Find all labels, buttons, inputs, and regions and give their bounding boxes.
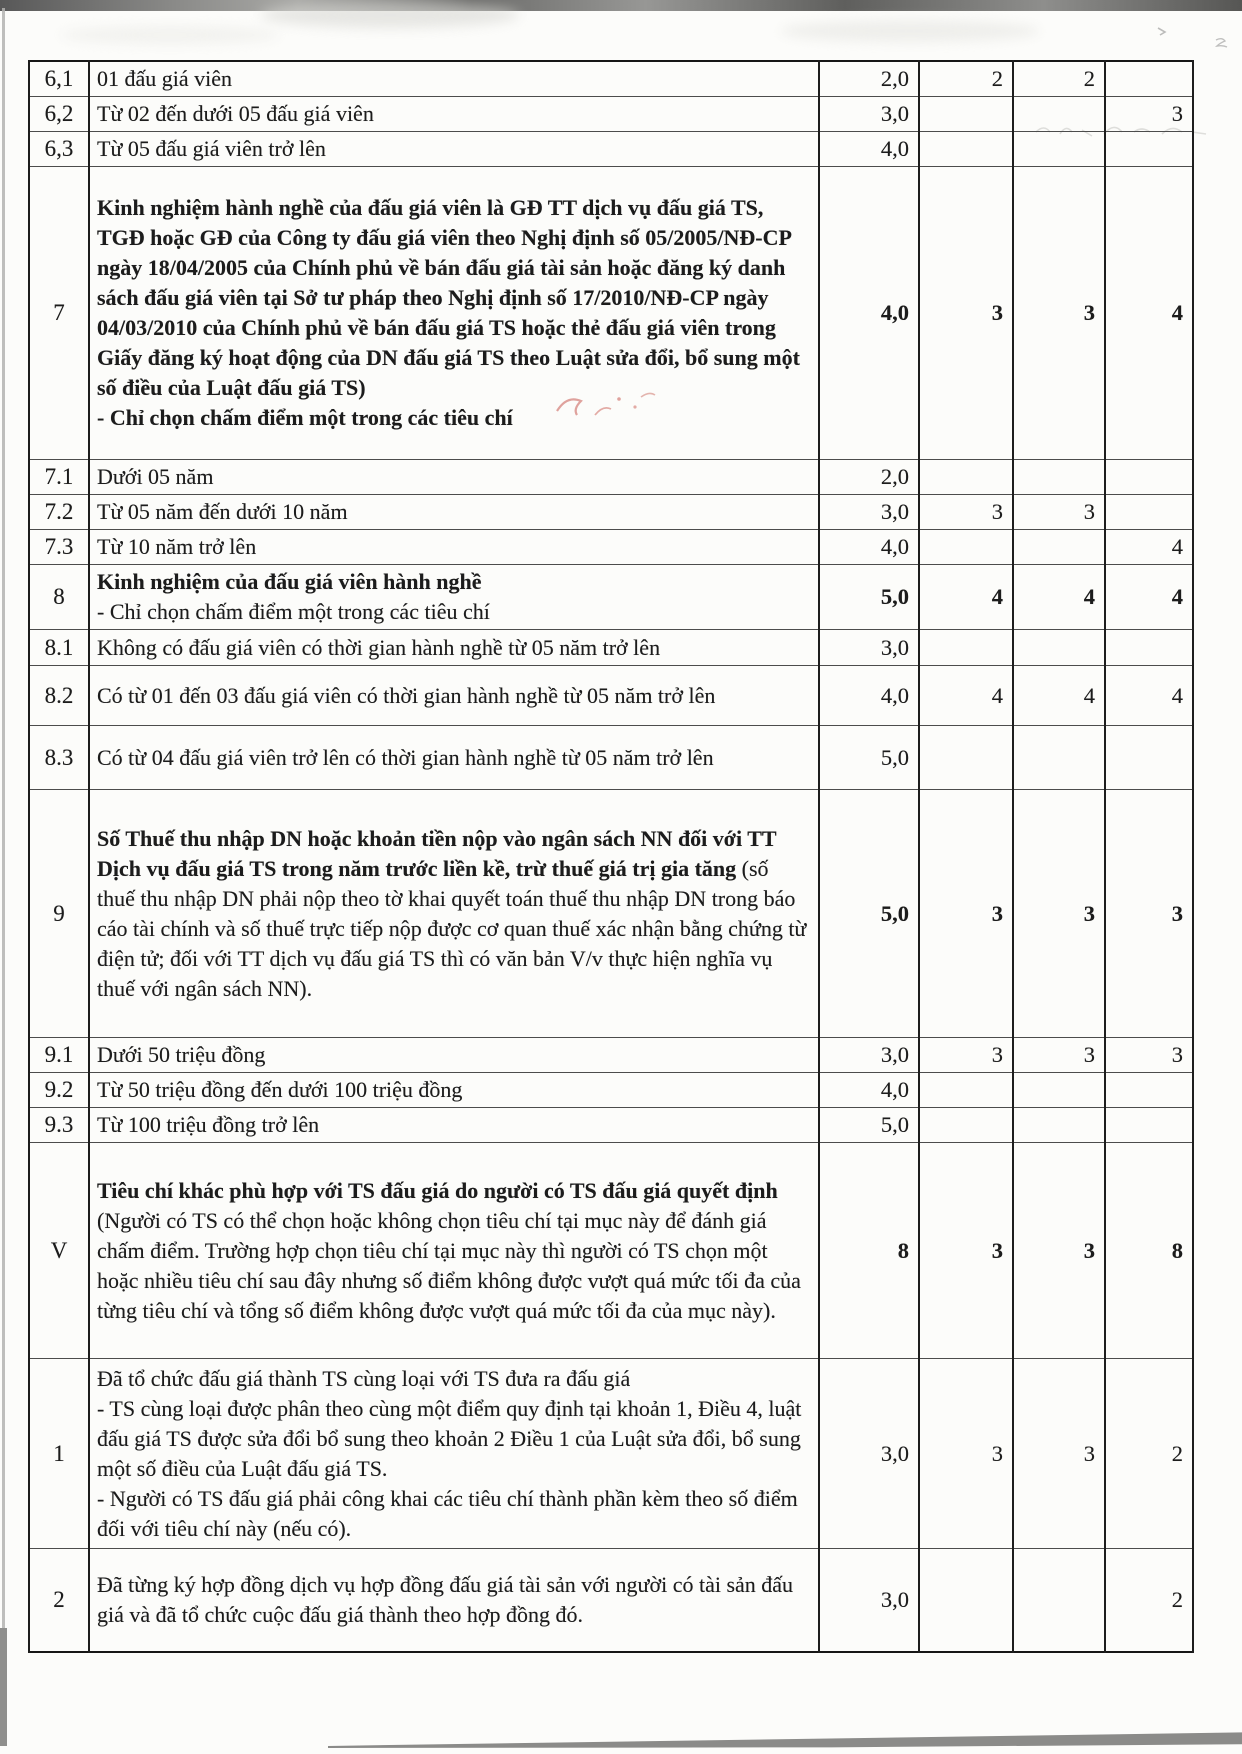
row-number-cell: 9.1 xyxy=(29,1038,89,1073)
criteria-description-cell xyxy=(89,61,819,97)
criteria-description-cell xyxy=(89,565,819,630)
score-col-2-cell: 3 xyxy=(1013,1359,1105,1549)
max-score-cell: 3,0 xyxy=(819,495,919,530)
criteria-description-cell xyxy=(89,1038,819,1073)
max-score-cell: 3,0 xyxy=(819,1038,919,1073)
score-col-2-cell: 3 xyxy=(1013,1143,1105,1359)
criteria-text: Từ 05 đấu giá viên trở lên xyxy=(97,136,326,161)
criteria-description-cell xyxy=(89,790,819,1038)
table-row xyxy=(29,97,1193,132)
score-col-3-cell: 4 xyxy=(1105,666,1193,726)
criteria-text: - Người có TS đấu giá phải công khai các tiêu chí thành phần kèm theo số điểm đối với tiêu chí này (nếu có). xyxy=(97,1485,798,1541)
table-row xyxy=(29,1038,1193,1073)
table-row xyxy=(29,565,1193,630)
criteria-text: Đã từng ký hợp đồng dịch vụ hợp đồng đấu giá tài sản với người có tài sản đấu giá và đã tổ chức cuộc đấu giá thành theo hợp đồng đó. xyxy=(97,1571,794,1627)
row-number-cell: 6,3 xyxy=(29,132,89,167)
criteria-table xyxy=(28,60,1194,1653)
max-score-cell: 5,0 xyxy=(819,790,919,1038)
score-col-3-cell: 3 xyxy=(1105,1038,1193,1073)
score-col-2-cell: 4 xyxy=(1013,666,1105,726)
score-col-3-cell xyxy=(1105,630,1193,666)
row-number-cell: V xyxy=(29,1143,89,1359)
criteria-description-cell xyxy=(89,97,819,132)
row-number-cell: 7.1 xyxy=(29,460,89,495)
scan-smudge xyxy=(60,26,280,44)
criteria-text-bold: Tiêu chí khác phù hợp với TS đấu giá do người có TS đấu giá quyết định xyxy=(97,1177,778,1203)
max-score-cell: 4,0 xyxy=(819,132,919,167)
criteria-description-cell xyxy=(89,666,819,726)
table-row xyxy=(29,132,1193,167)
score-col-1-cell: 4 xyxy=(919,666,1013,726)
score-col-3-cell: 2 xyxy=(1105,1549,1193,1652)
score-col-3-cell xyxy=(1105,726,1193,790)
max-score-cell: 3,0 xyxy=(819,1549,919,1652)
score-col-3-cell: 4 xyxy=(1105,565,1193,630)
table-row xyxy=(29,530,1193,565)
score-col-2-cell xyxy=(1013,630,1105,666)
criteria-text: - Chỉ chọn chấm điểm một trong các tiêu chí xyxy=(97,599,490,624)
score-col-2-cell xyxy=(1013,460,1105,495)
score-col-1-cell xyxy=(919,132,1013,167)
criteria-description-cell xyxy=(89,167,819,460)
score-col-2-cell xyxy=(1013,97,1105,132)
score-col-3-cell xyxy=(1105,1108,1193,1143)
criteria-text-bold: Kinh nghiệm của đấu giá viên hành nghề xyxy=(97,569,482,594)
row-number-cell: 8.2 xyxy=(29,666,89,726)
criteria-text: Từ 02 đến dưới 05 đấu giá viên xyxy=(97,101,374,126)
criteria-text: Từ 05 năm đến dưới 10 năm xyxy=(97,499,348,524)
scanner-bottom-shadow-wedge xyxy=(328,1731,1242,1748)
row-number-cell: 8.1 xyxy=(29,630,89,666)
score-col-2-cell xyxy=(1013,132,1105,167)
criteria-text: Từ 50 triệu đồng đến dưới 100 triệu đồng xyxy=(97,1077,463,1102)
scanner-top-edge-band xyxy=(0,0,1242,11)
max-score-cell: 4,0 xyxy=(819,530,919,565)
score-col-2-cell: 3 xyxy=(1013,790,1105,1038)
max-score-cell: 2,0 xyxy=(819,460,919,495)
score-col-1-cell: 3 xyxy=(919,495,1013,530)
max-score-cell: 8 xyxy=(819,1143,919,1359)
row-number-cell: 9.3 xyxy=(29,1108,89,1143)
row-number-cell: 9.2 xyxy=(29,1073,89,1108)
score-col-3-cell: 4 xyxy=(1105,167,1193,460)
table-row xyxy=(29,790,1193,1038)
criteria-text: Từ 10 năm trở lên xyxy=(97,534,257,559)
score-col-1-cell: 3 xyxy=(919,1143,1013,1359)
criteria-text-bold: Kinh nghiệm hành nghề của đấu giá viên là GĐ TT dịch vụ đấu giá TS, TGĐ hoặc GĐ của Công ty đấu giá viên theo Nghị định số 05/2005/NĐ-CP ngày 18/04/2005 của Chính phủ về bán đấu giá tài sản hoặc đăng ký danh sách đấu giá viên tại Sở tư pháp theo Nghị định số 17/2010/NĐ-CP ngày 04/03/2010 của Chính phủ về bán đấu giá TS hoặc thẻ đấu giá viên trong Giấy đăng ký hoạt động của DN đấu giá TS theo Luật sửa đổi, bổ sung một số điều của Luật đấu giá TS) xyxy=(97,195,800,400)
table-row xyxy=(29,1073,1193,1108)
criteria-description-cell xyxy=(89,1359,819,1549)
score-col-2-cell: 3 xyxy=(1013,167,1105,460)
score-col-3-cell xyxy=(1105,132,1193,167)
table-row xyxy=(29,1359,1193,1549)
table-row xyxy=(29,460,1193,495)
max-score-cell: 3,0 xyxy=(819,1359,919,1549)
score-col-2-cell xyxy=(1013,1108,1105,1143)
row-number-cell: 9 xyxy=(29,790,89,1038)
criteria-description-cell xyxy=(89,630,819,666)
score-col-1-cell xyxy=(919,460,1013,495)
scanner-left-edge-line xyxy=(2,8,5,1630)
criteria-description-cell xyxy=(89,1108,819,1143)
score-col-1-cell: 2 xyxy=(919,61,1013,97)
score-col-2-cell: 2 xyxy=(1013,61,1105,97)
table-row xyxy=(29,167,1193,460)
score-col-3-cell xyxy=(1105,1073,1193,1108)
criteria-description-cell xyxy=(89,1143,819,1359)
criteria-description-cell xyxy=(89,460,819,495)
scanner-left-bottom-bar xyxy=(0,1628,7,1746)
criteria-text: Đã tổ chức đấu giá thành TS cùng loại với TS đưa ra đấu giá xyxy=(97,1365,631,1391)
criteria-text: Từ 100 triệu đồng trở lên xyxy=(97,1112,320,1137)
score-col-1-cell: 3 xyxy=(919,790,1013,1038)
row-number-cell: 6,2 xyxy=(29,97,89,132)
score-col-1-cell xyxy=(919,97,1013,132)
criteria-text: Dưới 05 năm xyxy=(97,464,214,489)
table-row xyxy=(29,1143,1193,1359)
row-number-cell: 7.2 xyxy=(29,495,89,530)
criteria-text: - TS cùng loại được phân theo cùng một điểm quy định tại khoản 1, Điều 4, luật đấu giá TS được sửa đổi bổ sung theo khoản 2 Điều 1 của Luật sửa đổi, bổ sung một số điều của Luật đấu giá TS. xyxy=(97,1395,802,1481)
max-score-cell: 3,0 xyxy=(819,630,919,666)
max-score-cell: 4,0 xyxy=(819,167,919,460)
criteria-text: Có từ 04 đấu giá viên trở lên có thời gian hành nghề từ 05 năm trở lên xyxy=(97,744,714,770)
score-col-3-cell: 3 xyxy=(1105,790,1193,1038)
criteria-description-cell xyxy=(89,1073,819,1108)
row-number-cell: 7 xyxy=(29,167,89,460)
table-row xyxy=(29,630,1193,666)
criteria-description-cell xyxy=(89,726,819,790)
row-number-cell: 1 xyxy=(29,1359,89,1549)
max-score-cell: 3,0 xyxy=(819,97,919,132)
table-row xyxy=(29,61,1193,97)
score-col-1-cell xyxy=(919,630,1013,666)
criteria-description-cell xyxy=(89,530,819,565)
table-row xyxy=(29,1108,1193,1143)
table-row xyxy=(29,495,1193,530)
score-col-2-cell xyxy=(1013,1549,1105,1652)
max-score-cell: 4,0 xyxy=(819,1073,919,1108)
score-col-3-cell xyxy=(1105,495,1193,530)
scan-smudge xyxy=(260,2,520,28)
scan-smudge xyxy=(780,20,1040,42)
criteria-description-cell xyxy=(89,1549,819,1652)
criteria-text-bold: - Chỉ chọn chấm điểm một trong các tiêu chí xyxy=(97,405,513,430)
criteria-text: Dưới 50 triệu đồng xyxy=(97,1042,266,1067)
criteria-text: (Người có TS có thể chọn hoặc không chọn tiêu chí tại mục này để đánh giá chấm điểm. Trường hợp chọn tiêu chí tại mục này thì người có TS chọn một hoặc nhiều tiêu chí sau đây nhưng số điểm không được vượt quá mức tối đa của từng tiêu chí và tổng số điểm không được vượt quá mức tối đa của mục này). xyxy=(97,1207,801,1323)
table-row xyxy=(29,726,1193,790)
score-col-2-cell xyxy=(1013,726,1105,790)
table-row xyxy=(29,666,1193,726)
criteria-text: Không có đấu giá viên có thời gian hành nghề từ 05 năm trở lên xyxy=(97,634,661,660)
table-row xyxy=(29,1549,1193,1652)
row-number-cell: 8 xyxy=(29,565,89,630)
row-number-cell: 7.3 xyxy=(29,530,89,565)
score-col-1-cell: 3 xyxy=(919,1038,1013,1073)
score-col-1-cell xyxy=(919,1073,1013,1108)
score-col-2-cell xyxy=(1013,1073,1105,1108)
row-number-cell: 8.3 xyxy=(29,726,89,790)
max-score-cell: 4,0 xyxy=(819,666,919,726)
score-col-3-cell: 4 xyxy=(1105,530,1193,565)
row-number-cell: 6,1 xyxy=(29,61,89,97)
max-score-cell: 5,0 xyxy=(819,565,919,630)
score-col-3-cell xyxy=(1105,460,1193,495)
criteria-text: (số thuế thu nhập DN phải nộp theo tờ khai quyết toán thuế thu nhập DN trong báo cáo tài chính và số thuế trực tiếp nộp được cơ quan thuế xác nhận bằng chứng từ điện tử; đối với TT dịch vụ đấu giá TS thì có văn bản V/v thực hiện nghĩa vụ thuế với ngân sách NN). xyxy=(97,855,807,1001)
faint-pen-marks xyxy=(1150,18,1242,58)
criteria-description-cell xyxy=(89,132,819,167)
score-col-1-cell xyxy=(919,1108,1013,1143)
score-col-2-cell: 3 xyxy=(1013,1038,1105,1073)
max-score-cell: 2,0 xyxy=(819,61,919,97)
score-col-2-cell: 4 xyxy=(1013,565,1105,630)
score-col-1-cell xyxy=(919,1549,1013,1652)
score-col-1-cell xyxy=(919,530,1013,565)
score-col-3-cell: 8 xyxy=(1105,1143,1193,1359)
score-col-1-cell: 3 xyxy=(919,167,1013,460)
score-col-1-cell: 3 xyxy=(919,1359,1013,1549)
max-score-cell: 5,0 xyxy=(819,726,919,790)
criteria-text: 01 đấu giá viên xyxy=(97,66,233,91)
score-col-3-cell: 2 xyxy=(1105,1359,1193,1549)
score-col-2-cell xyxy=(1013,530,1105,565)
score-col-2-cell: 3 xyxy=(1013,495,1105,530)
row-number-cell: 2 xyxy=(29,1549,89,1652)
score-col-1-cell: 4 xyxy=(919,565,1013,630)
max-score-cell: 5,0 xyxy=(819,1108,919,1143)
criteria-description-cell xyxy=(89,495,819,530)
criteria-text: Có từ 01 đến 03 đấu giá viên có thời gian hành nghề từ 05 năm trở lên xyxy=(97,682,716,708)
score-col-1-cell xyxy=(919,726,1013,790)
criteria-text-bold: Số Thuế thu nhập DN hoặc khoản tiền nộp vào ngân sách NN đối với TT Dịch vụ đấu giá TS trong năm trước liền kề, trừ thuế giá trị gia tăng xyxy=(97,825,777,881)
score-col-3-cell xyxy=(1105,61,1193,97)
criteria-table-body xyxy=(29,61,1193,1652)
score-col-3-cell: 3 xyxy=(1105,97,1193,132)
